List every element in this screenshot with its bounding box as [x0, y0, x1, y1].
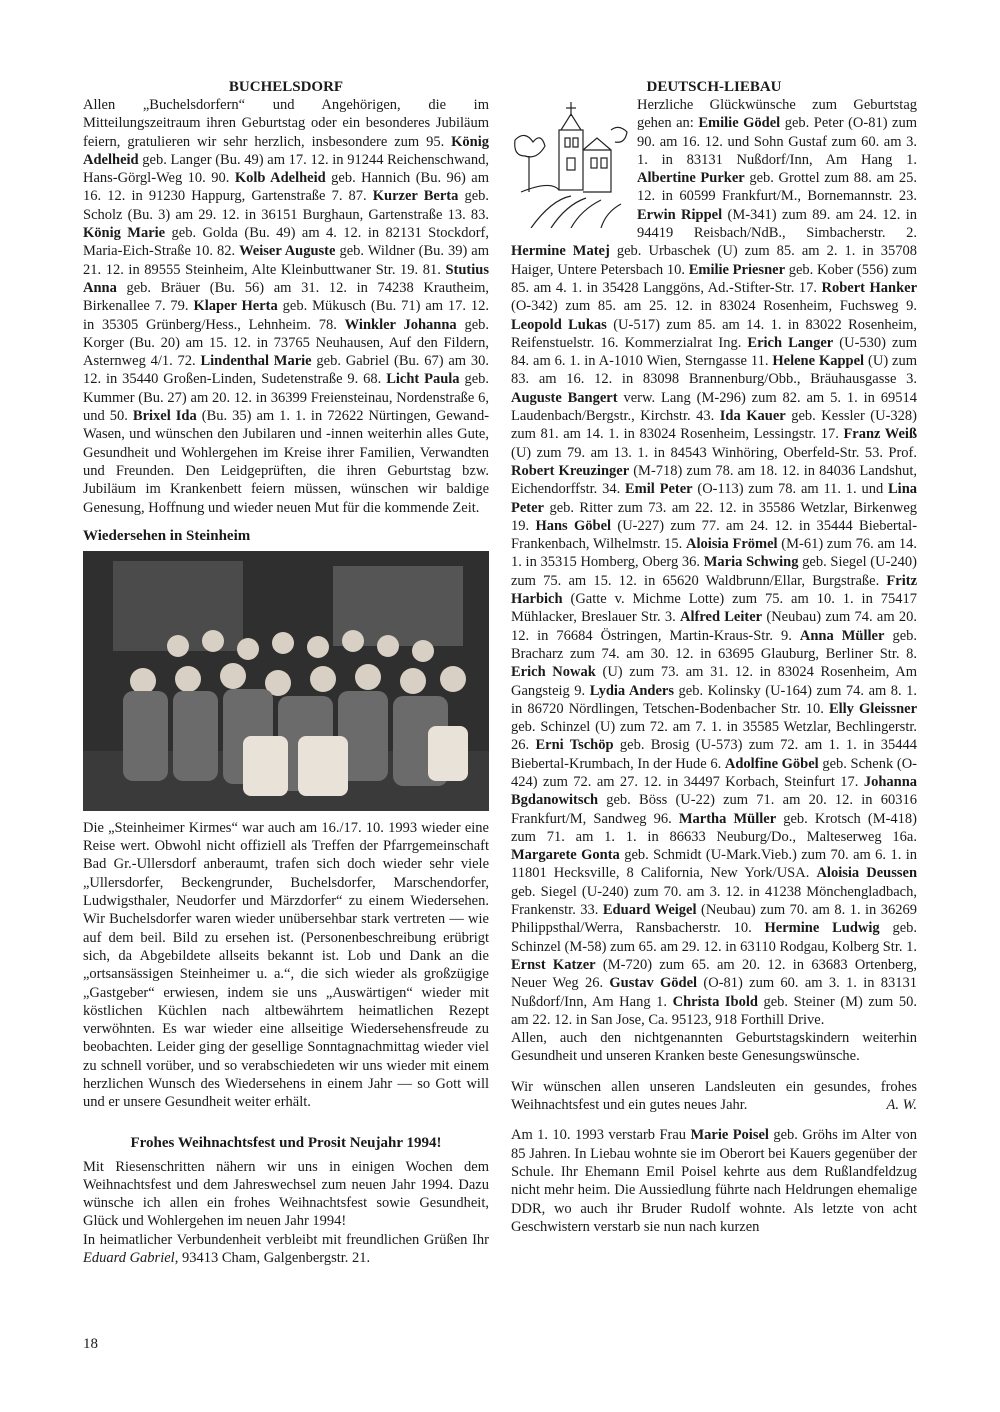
person-name: Johanna Bgdanowitsch — [511, 773, 918, 809]
section-heading-steinheim: Wiedersehen in Steinheim — [83, 527, 251, 544]
entry-details: geb. Wildner (Bu. 39) am 21. 12. in 89555 Steinheim, Alte Kleinbuttwaner Str. 19. 81. — [83, 243, 489, 278]
person-name: Weiser Auguste — [239, 243, 336, 260]
entry-number: 95. — [426, 133, 445, 150]
person-name: Licht Paula — [386, 371, 460, 388]
entry-details: (Neubau) zum 74. am 20. 12. in 76684 Östringen, Martin-Kraus-Str. 9. — [511, 609, 918, 644]
entry-details: verw. Lang (M-296) zum 82. am 5. 1. in 69514 Laudenbach/Bergstr., Kirchstr. 43. — [511, 389, 917, 425]
church-sketch-icon — [511, 100, 629, 228]
person-name: Klaper Herta — [193, 298, 278, 315]
person-name: Leopold Lukas — [511, 316, 607, 333]
entry-details: (O-113) zum 78. am 11. 1. und — [697, 481, 884, 498]
person-name: Fritz Harbich — [511, 572, 918, 608]
christmas-article: Mit Riesenschritten nähern wir uns in einigen Wochen dem Weihnachtsfest und dem Jahreswechsel zum neuen Jahr 1994. Dazu wünsche ich allen ein frohes Weihnachtsfest sowie Gesundheit, Glück und Wohlergehen im neuen Jahr 1994! — [83, 1158, 489, 1230]
person-name: Alfred Leiter — [680, 609, 763, 626]
entry-details: geb. Korger (Bu. 20) am 15. 12. in 73765 Neuhausen, Auf den Fildern, Asternweg 4/1. 72. — [83, 316, 489, 370]
right-column — [511, 78, 917, 1236]
closing-ihr: Ihr — [472, 1231, 490, 1248]
entry-details: geb. Gabriel (Bu. 67) am 30. 12. in 35440 Großen-Linden, Sudetenstraße 9. 68. — [83, 353, 489, 388]
left-column — [83, 78, 489, 1267]
page-number: 18 — [83, 1336, 98, 1352]
person-name: Winkler Johanna — [344, 316, 457, 333]
steinheim-article: Die „Steinheimer Kirmes“ war auch am 16./17. 10. 1993 wieder eine Reise wert. Obwohl nicht offiziell als Treffen der Pfarrgemeinschaft Bad Gr.-Ullersdorf anberaumt, trafen sich doch wieder sehr viele „Ullersdorfer, Beckengrunder, Buchelsdorfer, Marschendorfer, Ludwigsthaler, Neudorfer und Märzdorfer“ zu einem Wiedersehen. Wir Buchelsdorfer waren wieder unübersehbar stark vertreten — wie auf dem beil. Bild zu ersehen ist. (Personenbeschreibung erübrigt sich, da Abgebildete allseits bekannt ist. Lob und Dank an die „ortsansässigen Steinheimer u. a.“, die sich wieder als großzügige „Gastgeber“ erwiesen, indem sie uns „Auswärtigen“ wieder mit köstlichen Küchlen nach altbewährtem heimatlichen Rezept verwöhnten. Es war wieder eine allseitige Wiedersehensfreude zu beobachten. Leider ging der gesellige Sonntagnachmittag wieder viel zu schnell vorüber, und so verabschiedeten wir uns wieder mit einem herzlichen Wunsch des Wiedersehens in einem Jahr — so Gott will und er unsere Gesundheit weiter erhält. — [83, 819, 489, 1111]
person-name: Emilie Gödel — [698, 115, 781, 132]
entry-details: geb. Kober (556) zum 85. am 4. 1. in 35428 Langgöns, Ad.-Stifter-Str. 17. — [511, 261, 917, 296]
closing-author-name: Eduard Gabriel — [83, 1250, 175, 1267]
deutsch-liebau-intro: Herzliche Glückwünsche zum Geburtstag gehen an: — [637, 97, 917, 132]
entry-details: geb. Urbaschek (U) zum 85. am 2. 1. in 35708 Haiger, Untere Petersbach 10. — [511, 243, 917, 278]
entry-details: geb. Bracharz zum 74. am 30. 12. in 63695 Glauburg, Berliner Str. 8. — [511, 627, 918, 662]
entry-details: (O-81) zum 60. am 3. 1. in 83131 Nußdorf/Inn, Am Hang 1. — [511, 975, 918, 1010]
person-name: Eduard Weigel — [602, 902, 697, 919]
entry-details: geb. Schenk (O-424) zum 72. am 27. 12. in 34497 Korbach, Steinfurt 17. — [511, 755, 917, 790]
entry-details: geb. Brosig (U-573) zum 72. am 1. 1. in 35444 Biebertal-Krumbach, In der Hude 6. — [511, 737, 917, 772]
entry-details: geb. Langer (Bu. 49) am 17. 12. in 91244 Reichenschwand, Hans-Görgl-Weg 10. 90. — [83, 151, 489, 187]
person-name: Hans Göbel — [535, 517, 612, 534]
entry-details: geb. Krotsch (M-418) zum 71. am 1. 1. in 86633 Neuburg/Do., Malteserweg 16a. — [511, 810, 918, 845]
holiday-wish — [511, 1078, 917, 1115]
group-photo — [83, 551, 489, 811]
person-name: Robert Hanker — [821, 279, 918, 296]
obituary-name: Marie Poisel — [690, 1127, 769, 1144]
buchelsdorf-intro: Allen „Buchelsdorfern“ und Angehörigen, die im Mitteilungszeitraum ihren Geburtstag oder ein besonderes Jubiläum feiern, gratulieren wir sehr herzlich, insbesondere zum — [83, 97, 489, 150]
entry-details: geb. Mükusch (Bu. 71) am 17. 12. in 35305 Grünberg/Hess., Lehnheim. 78. — [83, 298, 490, 333]
person-name: Kolb Adelheid — [234, 170, 326, 187]
closing-text: In heimatlicher Verbundenheit verbleibt mit freundlichen Grüßen — [83, 1231, 468, 1248]
entry-details: (O-342) zum 85. am 25. 12. in 83024 Rosenheim, Fuchsweg 9. — [511, 298, 917, 315]
entry-details: geb. Scholz (Bu. 3) am 29. 12. in 36151 Burghaun, Gartenstraße 13. 83. — [83, 188, 490, 223]
person-name: Ernst Katzer — [511, 956, 596, 973]
closing-address: , 93413 Cham, Galgenbergstr. 21. — [174, 1250, 371, 1267]
congratulation-list — [511, 115, 917, 1028]
entry-details: geb. Steiner (M) zum 50. am 22. 12. in San Jose, Ca. 95123, 918 Forthill Drive. — [511, 993, 918, 1028]
entry-details: geb. Siegel (U-240) zum 70. am 3. 12. in 41238 Mönchengladbach, Frankenstr. 33. — [511, 883, 917, 919]
entry-details: (M-341) zum 89. am 24. 12. in 94419 Reisbach/NdB., Simbacherstr. 2. — [637, 206, 918, 242]
entry-details: geb. Kummer (Bu. 27) am 20. 12. in 36399 Freiensteinau, Nordenstraße 6, und 50. — [83, 371, 490, 425]
person-name: Erich Nowak — [511, 664, 596, 681]
entry-details: geb. Kolinsky (U-164) zum 74. am 8. 1. in 86720 Nördlingen, Tetschen-Bodenbacher Str. 10. — [511, 682, 918, 717]
person-name: Albertine Purker — [637, 170, 745, 187]
person-name: Helene Kappel — [772, 353, 865, 370]
person-name: Adolfine Göbel — [724, 755, 819, 772]
person-name: Franz Weiß — [843, 426, 918, 443]
person-name: Gustav Gödel — [609, 975, 698, 992]
birthday-list — [83, 134, 489, 516]
entry-details: (U-517) zum 85. am 14. 1. in 83022 Rosenheim, Reifenstuelstr. 16. Kommerzialrat Ing. — [511, 316, 917, 351]
section-heading-christmas: Frohes Weihnachtsfest und Prosit Neujahr 1994! — [130, 1134, 442, 1151]
holiday-wish-signature: A. W. — [886, 1097, 917, 1114]
entry-details: geb. Golda (Bu. 49) am 4. 12. in 82131 Stockdorf, Maria-Eich-Straße 10. 82. — [83, 225, 489, 260]
entry-details: geb. Schinzel (U) zum 72. am 7. 1. in 35585 Wetzlar, Bechlingerstr. 26. — [511, 719, 917, 754]
person-name: Erich Langer — [747, 334, 834, 351]
person-name: Emil Peter — [625, 481, 693, 498]
person-name: Elly Gleissner — [828, 700, 918, 717]
person-name: Lina Peter — [511, 481, 918, 516]
person-name: König Adelheid — [83, 133, 490, 168]
person-name: Hermine Matej — [511, 243, 610, 260]
holiday-wish-text: Wir wünschen allen unseren Landsleuten ein gesundes, frohes Weihnachtsfest und ein gutes neues Jahr. — [511, 1078, 917, 1114]
person-name: Kurzer Berta — [372, 188, 459, 205]
entry-details: (Gatte v. Michme Lotte) zum 75. am 10. 1. in 75417 Mühlacker, Breslauer Str. 3. — [511, 591, 918, 626]
person-name: Auguste Bangert — [511, 389, 618, 406]
entry-details: geb. Peter (O-81) zum 90. am 16. 12. und Sohn Gustaf zum 60. am 3. 1. in 83131 Nußdorf/Inn, Am Hang 1. — [637, 115, 918, 168]
entry-details: (U) zum 79. am 13. 1. in 84543 Winhöring, Oberfeld-Str. 53. Prof. — [511, 444, 917, 461]
entry-details: geb. Bräuer (Bu. 56) am 31. 12. in 74238 Krautheim, Birkenallee 7. 79. — [83, 279, 490, 315]
entry-details: geb. Kessler (U-328) zum 81. am 14. 1. in 83024 Rosenheim, Lessingstr. 17. — [511, 408, 917, 443]
person-name: Stutius Anna — [83, 261, 489, 296]
entry-details: geb. Schinzel (M-58) zum 65. am 29. 12. in 63110 Rodgau, Kolberg Str. 1. — [511, 920, 918, 955]
entry-details: geb. Hannich (Bu. 96) am 16. 12. in 91230 Happurg, Gartenstraße 7. 87. — [83, 170, 490, 205]
person-name: Aloisia Deussen — [816, 865, 918, 882]
entry-details: geb. Grottel zum 88. am 25. 12. in 60599 Frankfurt/M., Bornemannstr. 23. — [637, 170, 918, 205]
person-name: Christa Ibold — [672, 993, 758, 1010]
person-name: Lindenthal Marie — [200, 353, 312, 370]
buchelsdorf-article — [83, 96, 489, 517]
person-name: Ida Kauer — [719, 408, 786, 425]
person-name: Margarete Gonta — [511, 847, 620, 864]
deutsch-liebau-article — [511, 96, 917, 1029]
entry-details: (Neubau) zum 70. am 8. 1. in 36269 Philippsthal/Werra, Ransbacherstr. 10. — [511, 902, 918, 937]
entry-details: (U-227) zum 77. am 24. 12. in 35444 Biebertal-Frankenbach, Wilhelmstr. 15. — [511, 517, 918, 553]
section-heading-deutsch-liebau: DEUTSCH-LIEBAU — [646, 79, 782, 95]
entry-details: (U) zum 73. am 31. 12. in 83024 Rosenheim, Am Gangsteig 9. — [511, 664, 917, 699]
person-name: Erni Tschöp — [535, 737, 614, 754]
obituary-intro: Am 1. 10. 1993 verstarb Frau — [511, 1127, 687, 1144]
obituary-text: geb. Gröhs im Alter von 85 Jahren. In Liebau wohnte sie im Oberort bei Kauers gegenüber der Schule. Ihr Ehemann Emil Poisel kehrte aus dem Rußlandfeldzug nicht mehr heim. Die Aussiedlung führte nach Heldrungen ehemalige DDR, wo auch ihr Bruder Rudolf wohnte. Als letzte von acht Geschwistern verstarb sie nun nach kurzen — [511, 1127, 918, 1235]
entry-details: (Bu. 35) am 1. 1. in 72622 Nürtingen, Gewand-Wasen, und wünschen den Jubilaren und -innen weiterhin alles Gute, Gesundheit und Wohlergehen im Kreise ihrer Familien, Verwandten und Freunden. Den Leidgeprüften, die ihren Geburtstag bzw. Jubiläum im Krankenbett feiern müssen, wünschen wir baldige Genesung, Hoffnung und wieder neuen Mut für die kommende Zeit. — [83, 408, 490, 516]
person-name: Maria Schwing — [703, 554, 799, 571]
entry-details: geb. Böss (U-22) zum 71. am 20. 12. in 60316 Frankfurt/M, Sandweg 96. — [511, 792, 917, 827]
obituary — [511, 1126, 917, 1236]
entry-details: (M-61) zum 76. am 14. 1. in 35315 Homberg, Oberg 36. — [511, 536, 918, 571]
entry-details: (M-718) zum 78. am 18. 12. in 84036 Landshut, Eichendorffstr. 34. — [511, 462, 917, 498]
person-name: Robert Kreuzinger — [511, 462, 630, 479]
person-name: Martha Müller — [678, 810, 777, 827]
entry-details: (U-530) zum 84. am 6. 1. in A-1010 Wien, Sterngasse 11. — [511, 334, 918, 370]
person-name: Aloisia Frömel — [686, 536, 778, 553]
group-photo-graphic — [83, 551, 489, 811]
person-name: König Marie — [83, 225, 166, 242]
entry-details: geb. Schmidt (U-Mark.Vieb.) zum 70. am 6. 1. in 11801 Hecksville, 8 California, New York/USA. — [511, 847, 917, 882]
deutsch-liebau-outro: Allen, auch den nichtgenannten Geburtstagskindern weiterhin Gesundheit und unseren Kranken beste Genesungswünsche. — [511, 1030, 917, 1065]
section-heading-buchelsdorf: BUCHELSDORF — [228, 79, 344, 95]
entry-details: (U) zum 83. am 16. 12. in 83098 Brannenburg/Obb., Bräuhausgasse 3. — [511, 353, 918, 388]
person-name: Brixel Ida — [132, 408, 197, 425]
person-name: Erwin Rippel — [637, 206, 723, 223]
entry-details: geb. Ritter zum 73. am 22. 12. in 35586 Wetzlar, Birkenweg 19. — [511, 499, 917, 534]
person-name: Anna Müller — [799, 627, 885, 644]
closing-greeting — [83, 1231, 489, 1268]
person-name: Hermine Ludwig — [764, 920, 880, 937]
entry-details: (M-720) zum 65. am 20. 12. in 63683 Ortenberg, Neuer Weg 26. — [511, 956, 918, 992]
person-name: Emilie Priesner — [688, 261, 786, 278]
person-name: Lydia Anders — [589, 682, 674, 699]
entry-details: geb. Siegel (U-240) zum 75. am 15. 12. in 65620 Waldbrunn/Ellar, Burgstraße. — [511, 554, 918, 589]
